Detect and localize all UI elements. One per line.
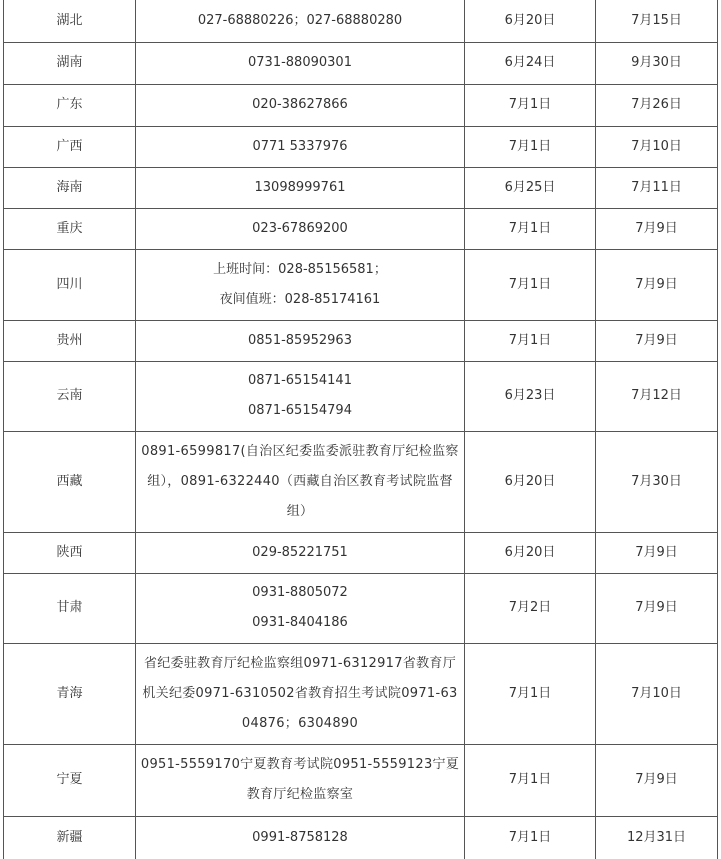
- end-date-cell: [596, 573, 717, 643]
- end-date-cell: [596, 249, 717, 320]
- phone-number: 夜间值班：028-85174161: [219, 291, 381, 307]
- region-name: 四川: [56, 276, 83, 292]
- region-cell: [4, 816, 135, 859]
- end-date: 7月9日: [635, 544, 678, 560]
- phone-number: 029-85221751: [252, 544, 348, 560]
- region-name: 陕西: [56, 544, 83, 560]
- end-date-cell: [596, 208, 717, 249]
- start-date: 6月24日: [504, 55, 556, 70]
- start-date-cell: [465, 643, 595, 744]
- phone-cell: [136, 573, 464, 643]
- start-date: 6月20日: [504, 544, 556, 560]
- start-date-cell: [465, 84, 595, 126]
- phone-cell: [136, 42, 464, 84]
- start-date: 7月1日: [508, 685, 552, 701]
- phone-cell: [136, 744, 464, 816]
- start-date: 7月1日: [508, 772, 552, 787]
- start-date-cell: [465, 532, 595, 573]
- phone-number: 0931-8404186: [252, 615, 348, 630]
- phone-number: 023-67869200: [252, 220, 348, 236]
- end-date: 7月12日: [631, 388, 682, 403]
- start-date-cell: [465, 744, 595, 816]
- region-cell: [4, 249, 135, 320]
- phone-number: 0891-6599817(自治区纪委监委派驻教育厅纪检监察组），0891-6322440（西藏自治区教育考试院监督组）: [141, 443, 459, 519]
- phone-cell: [136, 361, 464, 431]
- region-name: 青海: [56, 685, 83, 701]
- start-date: 6月23日: [504, 388, 556, 403]
- start-date-cell: [465, 208, 595, 249]
- end-date: 7月15日: [631, 13, 682, 28]
- end-date: 7月10日: [631, 685, 682, 701]
- end-date: 7月9日: [635, 220, 678, 236]
- region-cell: [4, 167, 135, 208]
- region-cell: [4, 0, 135, 42]
- region-name: 广西: [56, 138, 83, 154]
- end-date-cell: [596, 431, 717, 532]
- region-name: 甘肃: [56, 600, 83, 615]
- phone-cell: [136, 643, 464, 744]
- region-cell: [4, 431, 135, 532]
- end-date-cell: [596, 532, 717, 573]
- region-cell: [4, 744, 135, 816]
- region-cell: [4, 532, 135, 573]
- region-cell: [4, 643, 135, 744]
- phone-number: 0771 5337976: [252, 138, 348, 154]
- start-date-cell: [465, 573, 595, 643]
- phone-cell: [136, 0, 464, 42]
- end-date: 12月31日: [626, 829, 687, 845]
- region-name: 重庆: [56, 220, 83, 236]
- end-date: 7月30日: [631, 473, 682, 489]
- end-date-cell: [596, 816, 717, 859]
- end-date: 7月9日: [635, 772, 678, 787]
- start-date-cell: [465, 361, 595, 431]
- end-date: 7月9日: [635, 332, 678, 348]
- phone-number: 0931-8805072: [252, 585, 348, 600]
- start-date: 6月20日: [504, 13, 556, 28]
- phone-cell: [136, 816, 464, 859]
- region-cell: [4, 84, 135, 126]
- end-date-cell: [596, 167, 717, 208]
- region-name: 湖北: [56, 13, 83, 28]
- end-date-cell: [596, 84, 717, 126]
- start-date-cell: [465, 167, 595, 208]
- phone-cell: [136, 167, 464, 208]
- start-date-cell: [465, 42, 595, 84]
- end-date: 7月26日: [631, 97, 682, 112]
- start-date: 7月1日: [508, 332, 552, 348]
- start-date: 6月25日: [504, 179, 556, 195]
- phone-number: 0851-85952963: [248, 332, 352, 348]
- phone-cell: [136, 431, 464, 532]
- region-name: 湖南: [56, 55, 83, 70]
- start-date: 7月1日: [508, 220, 552, 236]
- phone-number: 13098999761: [254, 179, 346, 195]
- end-date-cell: [596, 42, 717, 84]
- end-date: 7月10日: [631, 138, 682, 154]
- end-date-cell: [596, 643, 717, 744]
- end-date-cell: [596, 126, 717, 167]
- phone-cell: [136, 208, 464, 249]
- region-cell: [4, 573, 135, 643]
- end-date-cell: [596, 744, 717, 816]
- phone-cell: [136, 84, 464, 126]
- region-name: 新疆: [56, 829, 83, 845]
- phone-number: 0991-8758128: [252, 829, 348, 845]
- start-date: 7月2日: [508, 600, 552, 615]
- phone-cell: [136, 532, 464, 573]
- phone-cell: [136, 126, 464, 167]
- end-date-cell: [596, 361, 717, 431]
- start-date: 6月20日: [504, 473, 556, 489]
- region-cell: [4, 361, 135, 431]
- phone-cell: [136, 249, 464, 320]
- end-date-cell: [596, 320, 717, 361]
- region-cell: [4, 320, 135, 361]
- start-date-cell: [465, 0, 595, 42]
- phone-number: 0871-65154794: [248, 403, 352, 418]
- end-date-cell: [596, 0, 717, 42]
- start-date: 7月1日: [508, 138, 552, 154]
- phone-number: 027-68880226；027-68880280: [197, 13, 403, 28]
- start-date: 7月1日: [508, 829, 552, 845]
- start-date-cell: [465, 431, 595, 532]
- phone-cell: [136, 320, 464, 361]
- phone-number: 0951-5559170宁夏教育考试院0951-5559123宁夏教育厅纪检监察室: [140, 757, 460, 802]
- end-date: 7月9日: [635, 600, 678, 615]
- start-date: 7月1日: [508, 97, 552, 112]
- region-name: 云南: [56, 388, 83, 403]
- start-date: 7月1日: [508, 276, 552, 292]
- end-date: 7月11日: [631, 179, 682, 195]
- start-date-cell: [465, 320, 595, 361]
- phone-number: 省纪委驻教育厅纪检监察组0971-6312917省教育厅机关纪委0971-6310502省教育招生考试院0971-6304876；6304890: [142, 655, 458, 731]
- region-cell: [4, 208, 135, 249]
- region-name: 贵州: [56, 332, 83, 348]
- start-date-cell: [465, 249, 595, 320]
- phone-number: 0731-88090301: [248, 55, 352, 70]
- region-name: 海南: [56, 179, 83, 195]
- end-date: 9月30日: [631, 55, 682, 70]
- phone-number: 0871-65154141: [248, 373, 352, 388]
- start-date-cell: [465, 126, 595, 167]
- end-date: 7月9日: [635, 276, 678, 292]
- region-name: 广东: [56, 97, 83, 112]
- phone-number: 020-38627866: [252, 97, 348, 112]
- region-cell: [4, 42, 135, 84]
- region-cell: [4, 126, 135, 167]
- region-name: 宁夏: [56, 772, 83, 787]
- start-date-cell: [465, 816, 595, 859]
- region-name: 西藏: [56, 473, 83, 489]
- phone-number: 上班时间：028-85156581；: [213, 261, 387, 277]
